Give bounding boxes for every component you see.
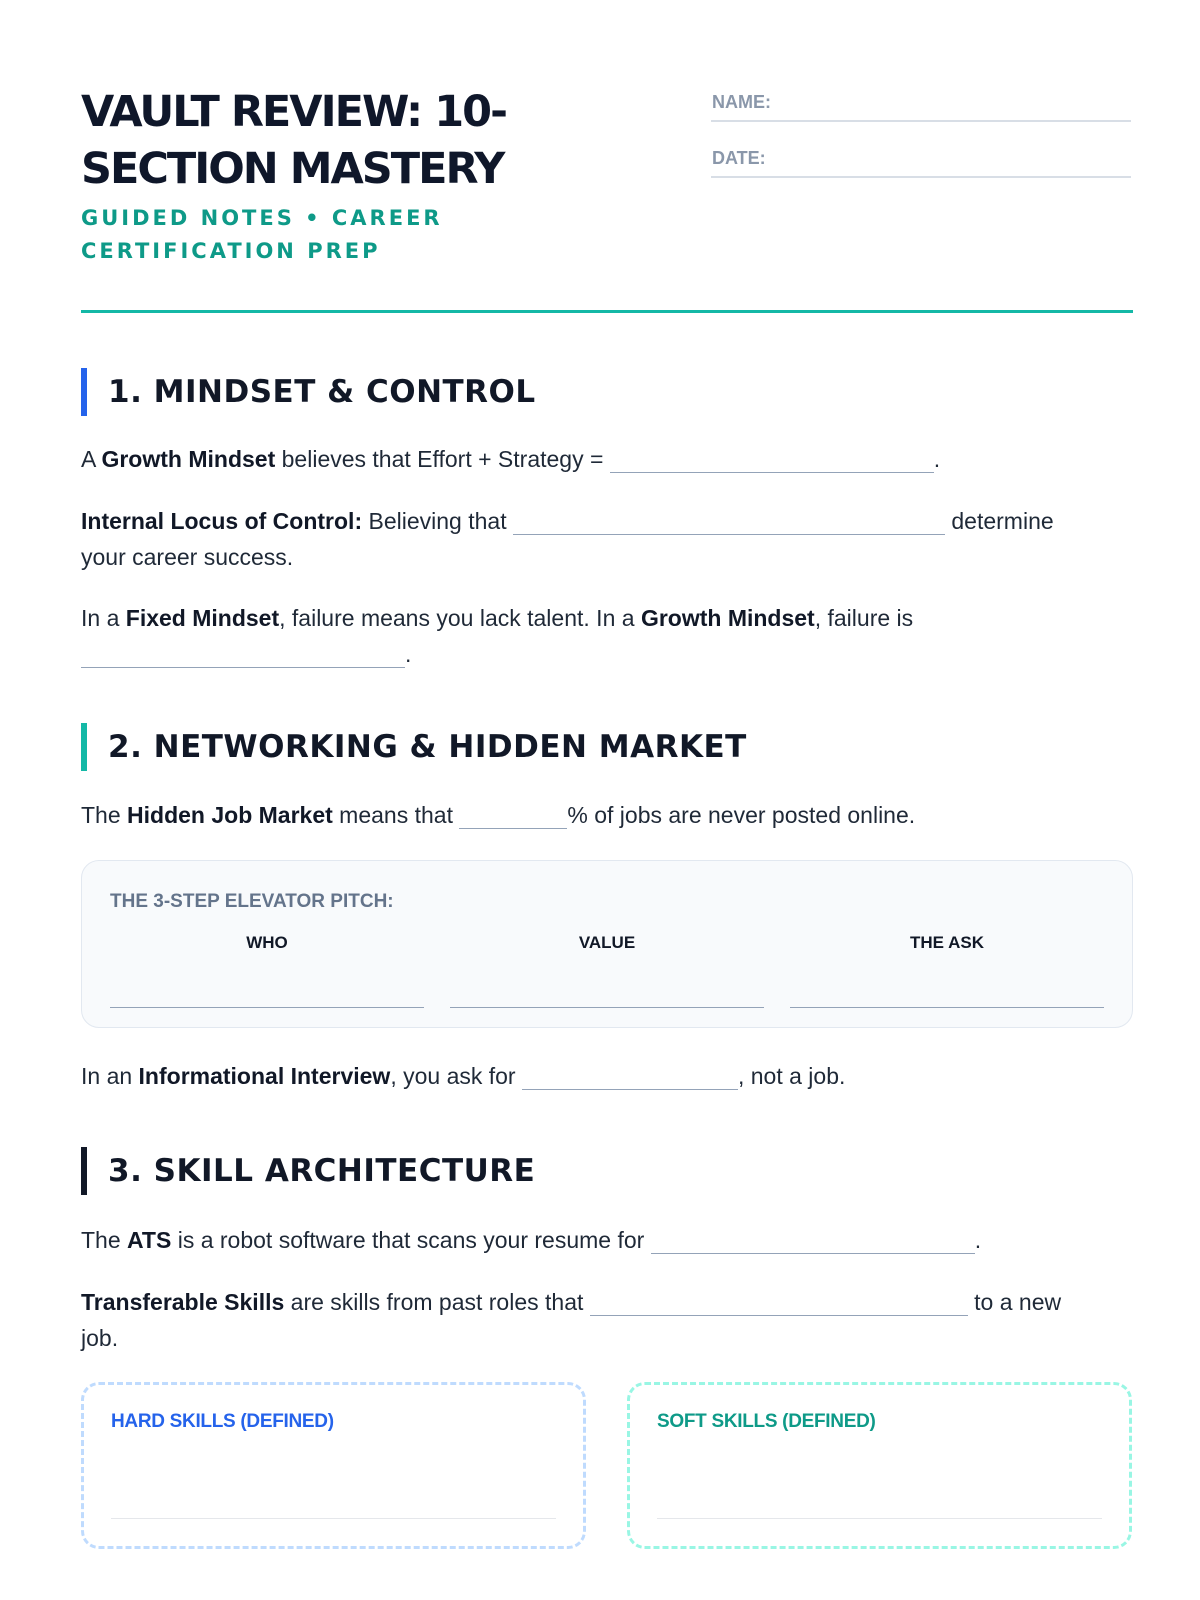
- growth-mindset-line: A Growth Mindset believes that Effort + Strategy = .: [81, 446, 941, 472]
- section-title: 3. SKILL ARCHITECTURE: [108, 1153, 536, 1189]
- hard-skills-label: HARD SKILLS (DEFINED): [111, 1411, 334, 1432]
- section-title: 2. NETWORKING & HIDDEN MARKET: [108, 729, 747, 765]
- fixed-mindset-line-cont: .: [81, 636, 411, 672]
- section-heading-networking: [81, 723, 747, 771]
- section-heading-skills: [81, 1147, 535, 1195]
- fill-blank[interactable]: [81, 641, 405, 668]
- pitch-ask-field[interactable]: [790, 933, 1104, 1008]
- header-divider: [81, 310, 1133, 313]
- section-title: 1. MINDSET & CONTROL: [108, 374, 536, 410]
- hard-skills-box[interactable]: [81, 1382, 586, 1549]
- locus-of-control-line-cont: your career success.: [81, 544, 294, 570]
- pitch-who-field[interactable]: [110, 933, 424, 1008]
- pitch-value-field[interactable]: [450, 933, 764, 1008]
- soft-skills-box[interactable]: [627, 1382, 1132, 1549]
- ats-line: The ATS is a robot software that scans your resume for .: [81, 1227, 982, 1253]
- fill-blank[interactable]: [522, 1063, 738, 1090]
- date-label: DATE:: [712, 148, 766, 168]
- hidden-market-line: The Hidden Job Market means that % of jobs are never posted online.: [81, 802, 916, 828]
- date-field[interactable]: [711, 144, 1131, 178]
- soft-skills-label: SOFT SKILLS (DEFINED): [657, 1411, 876, 1432]
- pitch-column-label: WHO: [246, 933, 288, 952]
- fill-blank[interactable]: [459, 802, 567, 829]
- fill-blank[interactable]: [590, 1289, 968, 1316]
- pitch-column-label: THE ASK: [910, 933, 984, 952]
- name-label: NAME:: [712, 92, 771, 112]
- fill-blank[interactable]: [513, 508, 945, 535]
- locus-of-control-line: Internal Locus of Control: Believing that determine: [81, 508, 1054, 534]
- transferable-skills-line: Transferable Skills are skills from past roles that to a new: [81, 1289, 1062, 1315]
- informational-interview-line: In an Informational Interview, you ask for , not a job.: [81, 1063, 846, 1089]
- elevator-pitch-box: [81, 860, 1133, 1028]
- elevator-pitch-label: THE 3-STEP ELEVATOR PITCH:: [110, 891, 394, 912]
- fixed-mindset-line: In a Fixed Mindset, failure means you lack talent. In a Growth Mindset, failure is: [81, 605, 914, 631]
- answer-line: [111, 1518, 556, 1519]
- page-title: VAULT REVIEW: 10-SECTION MASTERY: [81, 87, 506, 194]
- transferable-skills-line-cont: job.: [81, 1325, 119, 1351]
- name-field[interactable]: [711, 88, 1131, 122]
- answer-line: [657, 1518, 1102, 1519]
- page-subtitle: GUIDED NOTES • CAREER CERTIFICATION PREP: [81, 206, 443, 263]
- fill-blank[interactable]: [651, 1227, 975, 1254]
- section-heading-mindset: [81, 368, 536, 416]
- pitch-column-label: VALUE: [578, 933, 636, 952]
- fill-blank[interactable]: [610, 446, 934, 473]
